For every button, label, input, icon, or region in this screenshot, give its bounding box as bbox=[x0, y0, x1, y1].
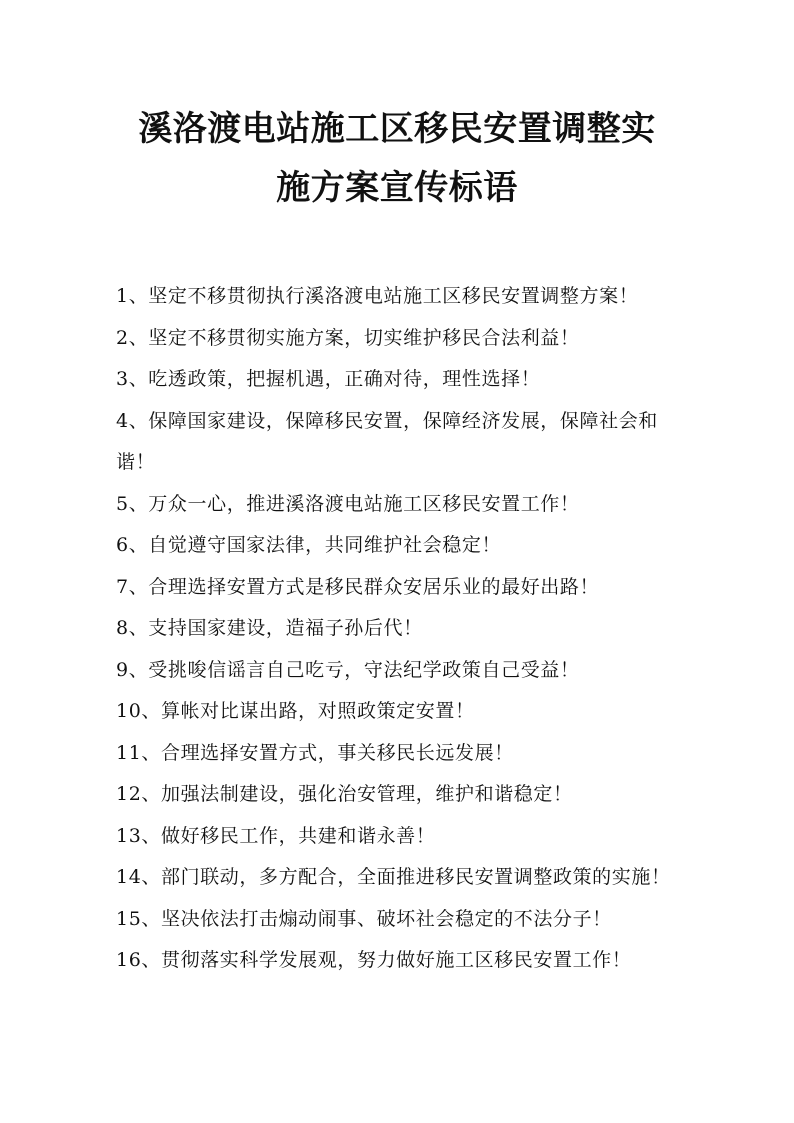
slogan-item-16: 16、贯彻落实科学发展观，努力做好施工区移民安置工作！ bbox=[116, 949, 632, 971]
slogan-item-7: 7、合理选择安置方式是移民群众安居乐业的最好出路！ bbox=[116, 575, 600, 598]
slogan-item-11: 11、合理选择安置方式，事关移民长远发展！ bbox=[116, 741, 514, 764]
slogan-item-2: 2、坚定不移贯彻实施方案，切实维护移民合法利益！ bbox=[116, 326, 580, 349]
document-title-line-1: 溪洛渡电站施工区移民安置调整实 bbox=[138, 109, 656, 149]
slogan-item-12: 12、加强法制建设，强化治安管理，维护和谐稳定！ bbox=[116, 783, 573, 805]
slogan-list bbox=[116, 276, 696, 982]
slogan-item-1: 1、坚定不移贯彻执行溪洛渡电站施工区移民安置调整方案！ bbox=[116, 285, 639, 307]
slogan-item-15: 15、坚决依法打击煽动闹事、破坏社会稳定的不法分子！ bbox=[116, 907, 612, 930]
slogan-item-8: 8、支持国家建设，造福子孙后代！ bbox=[116, 617, 423, 639]
slogan-item-5: 5、万众一心，推进溪洛渡电站施工区移民安置工作！ bbox=[116, 492, 580, 515]
document-title-line-2: 施方案宣传标语 bbox=[276, 168, 518, 208]
slogan-item-14: 14、部门联动，多方配合，全面推进移民安置调整政策的实施！ bbox=[116, 866, 671, 888]
slogan-item-6: 6、自觉遵守国家法律，共同维护社会稳定！ bbox=[116, 534, 502, 556]
slogan-item-4: 4、保障国家建设，保障移民安置，保障经济发展，保障社会和谐！ bbox=[116, 409, 658, 473]
slogan-item-10: 10、算帐对比谋出路，对照政策定安置！ bbox=[116, 700, 475, 722]
slogan-item-13: 13、做好移民工作，共建和谐永善！ bbox=[116, 824, 436, 847]
slogan-item-3: 3、吃透政策，把握机遇，正确对待，理性选择！ bbox=[116, 368, 541, 390]
slogan-item-9: 9、受挑唆信谣言自己吃亏，守法纪学政策自己受益！ bbox=[116, 658, 580, 681]
